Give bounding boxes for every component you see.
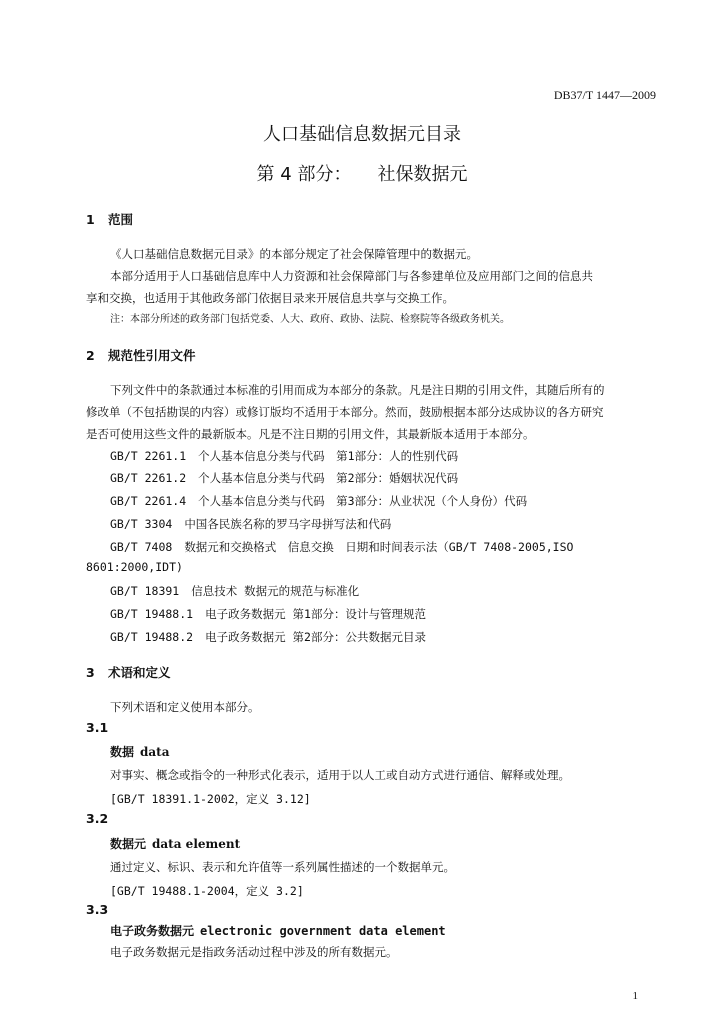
- section-title: 范围: [108, 212, 134, 227]
- term-zh: 电子政务数据元: [110, 924, 195, 938]
- term-en: electronic government data element: [200, 924, 446, 938]
- reference-title: 个人基本信息分类与代码 第3部分：从业状况（个人身份）代码: [198, 494, 528, 508]
- reference-item: [110, 448, 470, 464]
- standard-number: DB37/T 1447—2009: [553, 88, 656, 102]
- term-name: [110, 922, 446, 939]
- section-1-note: 注：本部分所述的政务部门包括党委、人大、政府、政协、法院、检察院等各级政务机关。: [110, 314, 510, 325]
- reference-item: [110, 539, 585, 555]
- term-zh: 数据: [110, 745, 135, 759]
- section-number: 2: [86, 348, 95, 363]
- section-title: 术语和定义: [108, 665, 171, 680]
- section-3-intro: 下列术语和定义使用本部分。: [110, 700, 260, 714]
- reference-item: [110, 516, 403, 532]
- section-2-paragraph-line-3: 是否可使用这些文件的最新版本。凡是不注日期的引用文件，其最新版本适用于本部分。: [86, 427, 535, 441]
- section-number: 1: [86, 212, 95, 227]
- section-2-paragraph-line-1: 下列文件中的条款通过本标准的引用而成为本部分的条款。凡是注日期的引用文件，其随后所有的: [110, 383, 605, 397]
- document-title: 人口基础信息数据元目录: [263, 124, 461, 145]
- term-definition: 对事实、概念或指令的一种形式化表示，适用于以人工或自动方式进行通信、解释或处理。: [110, 768, 570, 782]
- term-definition: 通过定义、标识、表示和允许值等一系列属性描述的一个数据单元。: [110, 860, 455, 874]
- section-title: 规范性引用文件: [108, 348, 196, 363]
- reference-code: GB/T 7408: [110, 540, 173, 554]
- section-2-paragraph-line-2: 修改单（不包括勘误的内容）或修订版均不适用于本部分。然而，鼓励根据本部分达成协议的各方研究: [86, 405, 604, 419]
- term-en: data: [140, 745, 170, 759]
- reference-title: 个人基本信息分类与代码 第1部分：人的性别代码: [198, 449, 459, 463]
- reference-title: 个人基本信息分类与代码 第2部分：婚姻状况代码: [198, 471, 459, 485]
- section-3-heading: [86, 663, 171, 681]
- section-1-paragraph-2-line-2: 享和交换，也适用于其他政务部门依据目录来开展信息共享与交换工作。: [86, 291, 454, 305]
- reference-item: [110, 583, 371, 599]
- reference-continuation: 8601:2000,IDT): [86, 560, 183, 574]
- reference-code: GB/T 2261.1: [110, 449, 187, 463]
- term-name: [110, 743, 170, 760]
- part-subtitle: 社保数据元: [377, 164, 468, 185]
- reference-code: GB/T 2261.2: [110, 471, 187, 485]
- reference-title: 信息技术 数据元的规范与标准化: [191, 584, 360, 598]
- term-source: [GB/T 19488.1-2004，定义 3.2]: [110, 884, 304, 898]
- reference-item: [110, 629, 438, 645]
- document-part-title: [0, 160, 724, 186]
- reference-item: [110, 606, 438, 622]
- reference-item: [110, 470, 470, 486]
- term-definition: 电子政务数据元是指政务活动过程中涉及的所有数据元。: [110, 945, 398, 959]
- reference-title: 电子政务数据元 第1部分：设计与管理规范: [205, 607, 426, 621]
- term-source: [GB/T 18391.1-2002，定义 3.12]: [110, 792, 311, 806]
- term-zh: 数据元: [110, 837, 147, 851]
- reference-title: 中国各民族名称的罗马字母拼写法和代码: [184, 517, 392, 531]
- part-label: 第 4 部分：: [256, 164, 352, 185]
- reference-code: GB/T 2261.4: [110, 494, 187, 508]
- section-number: 3: [86, 665, 95, 680]
- page-number: 1: [632, 990, 638, 1002]
- section-1-paragraph-1: 《人口基础信息数据元目录》的本部分规定了社会保障管理中的数据元。: [110, 247, 478, 261]
- reference-code: GB/T 19488.1: [110, 607, 194, 621]
- section-1-paragraph-2-line-1: 本部分适用于人口基础信息库中人力资源和社会保障部门与各参建单位及应用部门之间的信息共: [110, 269, 593, 283]
- reference-code: GB/T 3304: [110, 517, 173, 531]
- term-name: [110, 835, 240, 852]
- reference-code: GB/T 19488.2: [110, 630, 194, 644]
- term-number: 3.1: [86, 720, 109, 735]
- reference-code: GB/T 18391: [110, 584, 180, 598]
- term-number: 3.3: [86, 902, 109, 917]
- section-2-heading: [86, 346, 196, 364]
- reference-title: 电子政务数据元 第2部分：公共数据元目录: [205, 630, 426, 644]
- reference-item: [110, 493, 539, 509]
- section-1-heading: [86, 210, 133, 228]
- reference-title: 数据元和交换格式 信息交换 日期和时间表示法（GB/T 7408-2005,ISO: [184, 540, 574, 554]
- term-en: data element: [152, 837, 241, 851]
- term-number: 3.2: [86, 811, 109, 826]
